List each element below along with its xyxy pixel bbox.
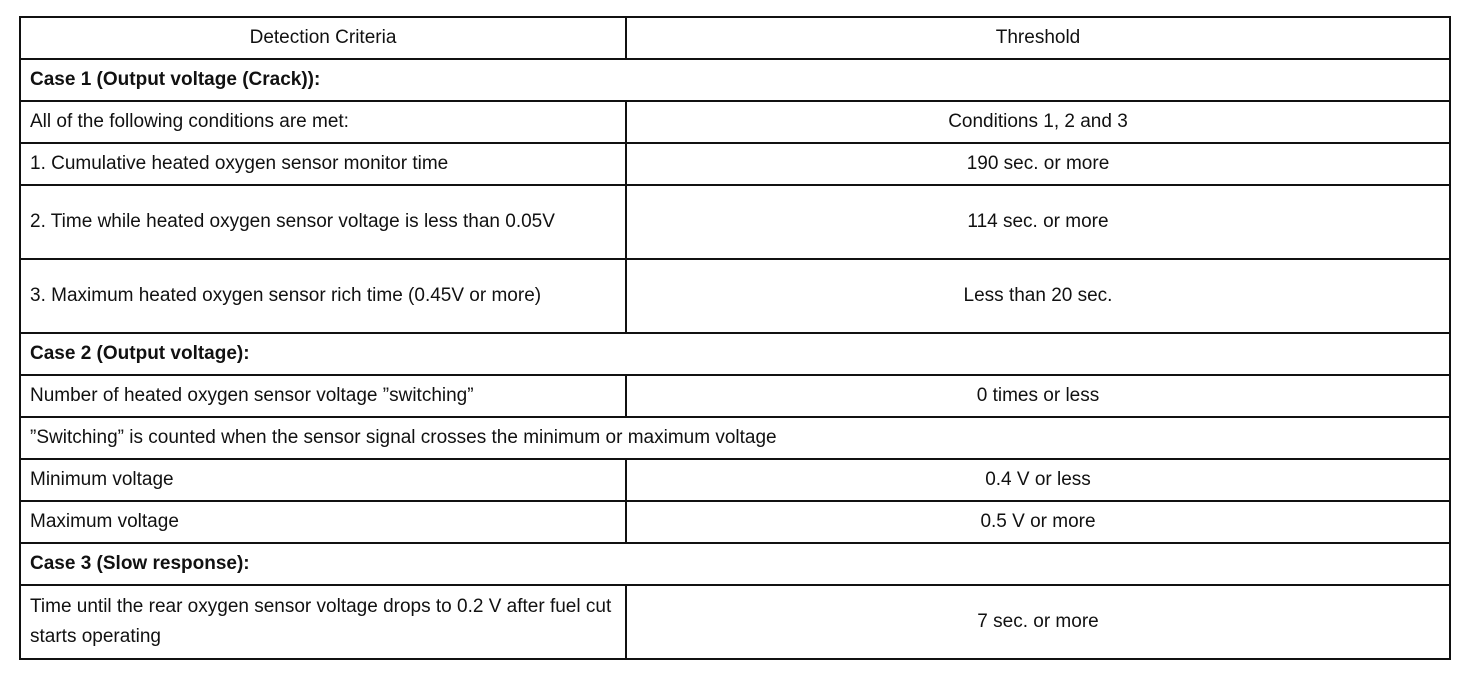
- header-threshold: Threshold: [626, 17, 1450, 59]
- table-row: [20, 259, 1450, 333]
- section-title: Case 3 (Slow response):: [20, 543, 1450, 585]
- criteria-cell: Number of heated oxygen sensor voltage ”switching”: [20, 375, 626, 417]
- table-row: [20, 101, 1450, 143]
- threshold-cell: 114 sec. or more: [626, 185, 1450, 259]
- criteria-cell: Maximum voltage: [20, 501, 626, 543]
- section-row-case-3: [20, 543, 1450, 585]
- section-title: Case 1 (Output voltage (Crack)):: [20, 59, 1450, 101]
- criteria-cell: 2. Time while heated oxygen sensor voltage is less than 0.05V: [20, 185, 626, 259]
- criteria-cell: Time until the rear oxygen sensor voltage drops to 0.2 V after fuel cut starts operating: [20, 585, 626, 659]
- table-row: [20, 143, 1450, 185]
- threshold-cell: Less than 20 sec.: [626, 259, 1450, 333]
- threshold-cell: 0 times or less: [626, 375, 1450, 417]
- threshold-cell: Conditions 1, 2 and 3: [626, 101, 1450, 143]
- table-row: [20, 185, 1450, 259]
- note-cell: ”Switching” is counted when the sensor signal crosses the minimum or maximum voltage: [20, 417, 1450, 459]
- detection-criteria-table: [19, 16, 1451, 660]
- criteria-cell: Minimum voltage: [20, 459, 626, 501]
- threshold-cell: 0.5 V or more: [626, 501, 1450, 543]
- criteria-cell: 1. Cumulative heated oxygen sensor monitor time: [20, 143, 626, 185]
- criteria-cell: 3. Maximum heated oxygen sensor rich time (0.45V or more): [20, 259, 626, 333]
- table-header-row: [20, 17, 1450, 59]
- table-row: [20, 375, 1450, 417]
- table-row: [20, 585, 1450, 659]
- threshold-cell: 0.4 V or less: [626, 459, 1450, 501]
- table-row: [20, 501, 1450, 543]
- threshold-cell: 7 sec. or more: [626, 585, 1450, 659]
- criteria-cell: All of the following conditions are met:: [20, 101, 626, 143]
- section-row-case-1: [20, 59, 1450, 101]
- threshold-cell: 190 sec. or more: [626, 143, 1450, 185]
- section-title: Case 2 (Output voltage):: [20, 333, 1450, 375]
- header-detection-criteria: Detection Criteria: [20, 17, 626, 59]
- note-row: [20, 417, 1450, 459]
- table-row: [20, 459, 1450, 501]
- section-row-case-2: [20, 333, 1450, 375]
